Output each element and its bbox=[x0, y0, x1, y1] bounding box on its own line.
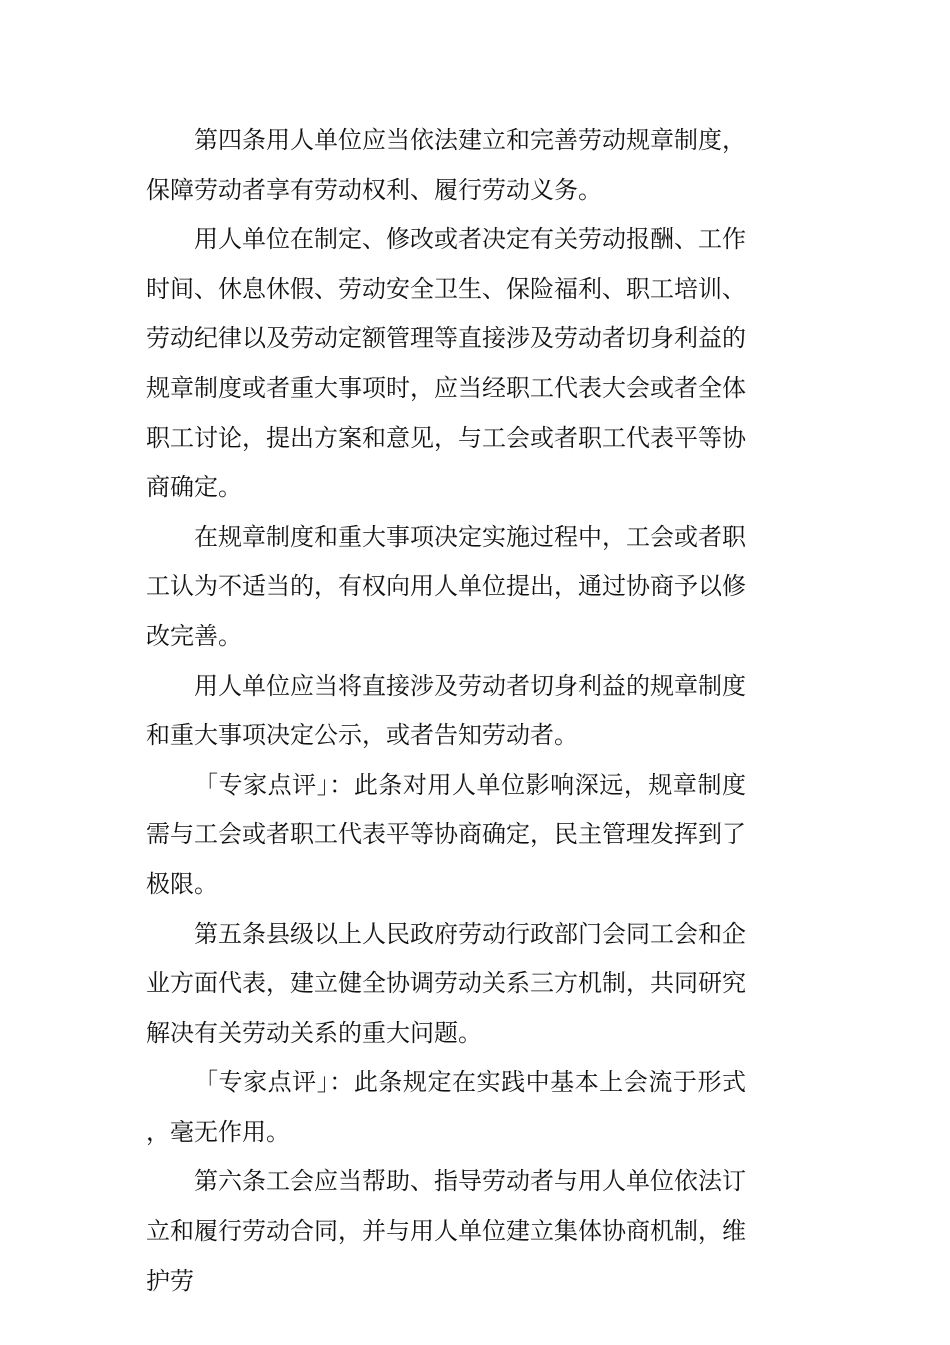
paragraph-article-5: 第五条县级以上人民政府劳动行政部门会同工会和企业方面代表，建立健全协调劳动关系三方机制，共同研究解决有关劳动关系的重大问题。 bbox=[146, 919, 746, 1047]
paragraph-rules-procedure: 用人单位在制定、修改或者决定有关劳动报酬、工作时间、休息休假、劳动安全卫生、保险福利、职工培训、劳动纪律以及劳动定额管理等直接涉及劳动者切身利益的规章制度或者重大事项时，应当经职工代表大会或者全体职工讨论，提出方案和意见，与工会或者职工代表平等协商确定。 bbox=[146, 225, 746, 502]
paragraph-rules-revision: 在规章制度和重大事项决定实施过程中，工会或者职工认为不适当的，有权向用人单位提出，通过协商予以修改完善。 bbox=[146, 522, 746, 650]
paragraph-article-4: 第四条用人单位应当依法建立和完善劳动规章制度，保障劳动者享有劳动权利、履行劳动义务。 bbox=[146, 126, 746, 204]
paragraph-rules-publication: 用人单位应当将直接涉及劳动者切身利益的规章制度和重大事项决定公示，或者告知劳动者。 bbox=[146, 671, 746, 750]
paragraph-expert-comment-2: 「专家点评」：此条规定在实践中基本上会流于形式，毫无作用。 bbox=[146, 1068, 746, 1146]
paragraph-article-6: 第六条工会应当帮助、指导劳动者与用人单位依法订立和履行劳动合同，并与用人单位建立集体协商机制，维护劳 bbox=[146, 1167, 746, 1295]
document-body bbox=[146, 116, 746, 1306]
paragraph-expert-comment-1: 「专家点评」：此条对用人单位影响深远，规章制度需与工会或者职工代表平等协商确定，民主管理发挥到了极限。 bbox=[146, 770, 746, 898]
